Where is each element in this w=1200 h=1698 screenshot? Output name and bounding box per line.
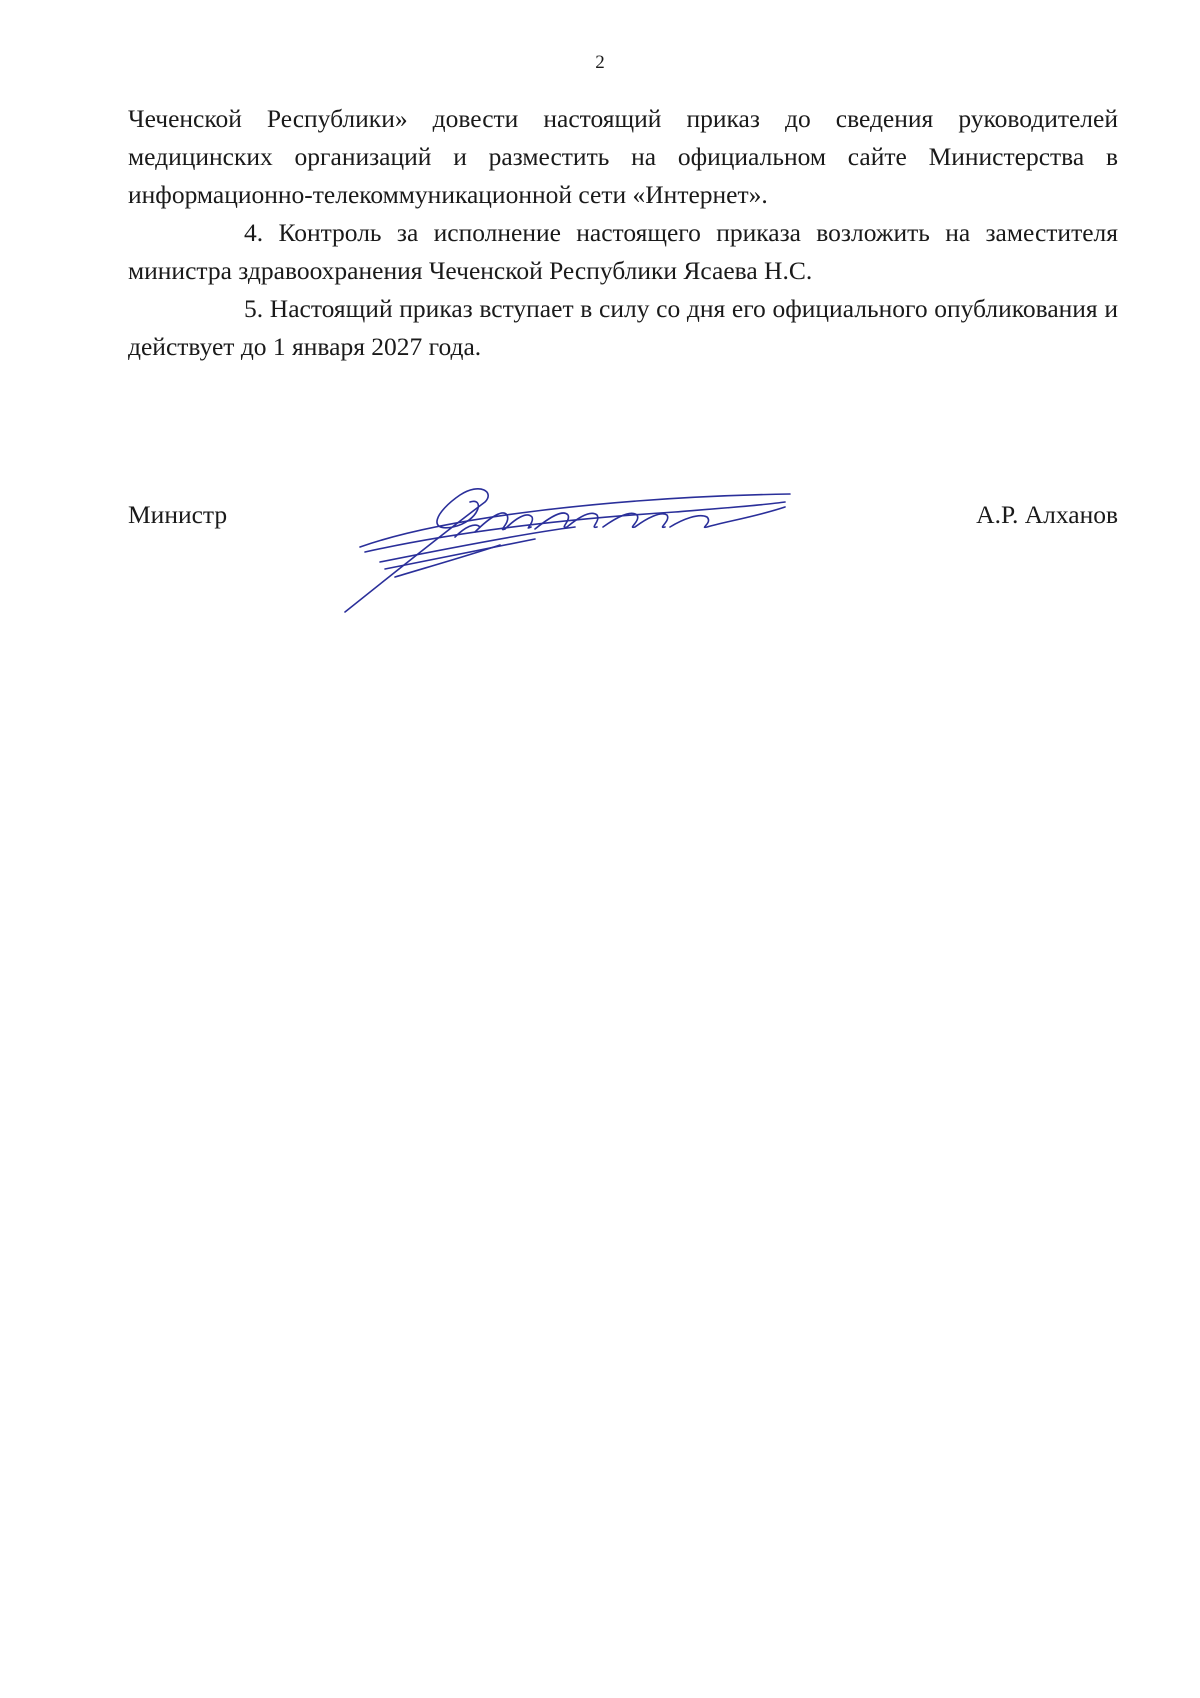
signer-title: Министр xyxy=(128,500,228,529)
paragraph-item-5: 5. Настоящий приказ вступает в силу со дня его официального опубликования и действует до 1 января 2027 года. xyxy=(128,294,1118,361)
paragraph-continuation: Чеченской Республики» довести настоящий приказ до сведения руководителей медицинских организаций и разместить на официальном сайте Министерства в информационно-телекоммуникационной сети «Интернет». xyxy=(128,104,1118,209)
signer-name: А.Р. Алханов xyxy=(976,500,1118,529)
document-body xyxy=(128,100,1118,366)
page-number: 2 xyxy=(595,52,605,73)
paragraph-item-4: 4. Контроль за исполнение настоящего приказа возложить на заместителя министра здравоохранения Чеченской Республики Ясаева Н.С. xyxy=(128,218,1118,285)
handwritten-signature xyxy=(335,477,855,617)
